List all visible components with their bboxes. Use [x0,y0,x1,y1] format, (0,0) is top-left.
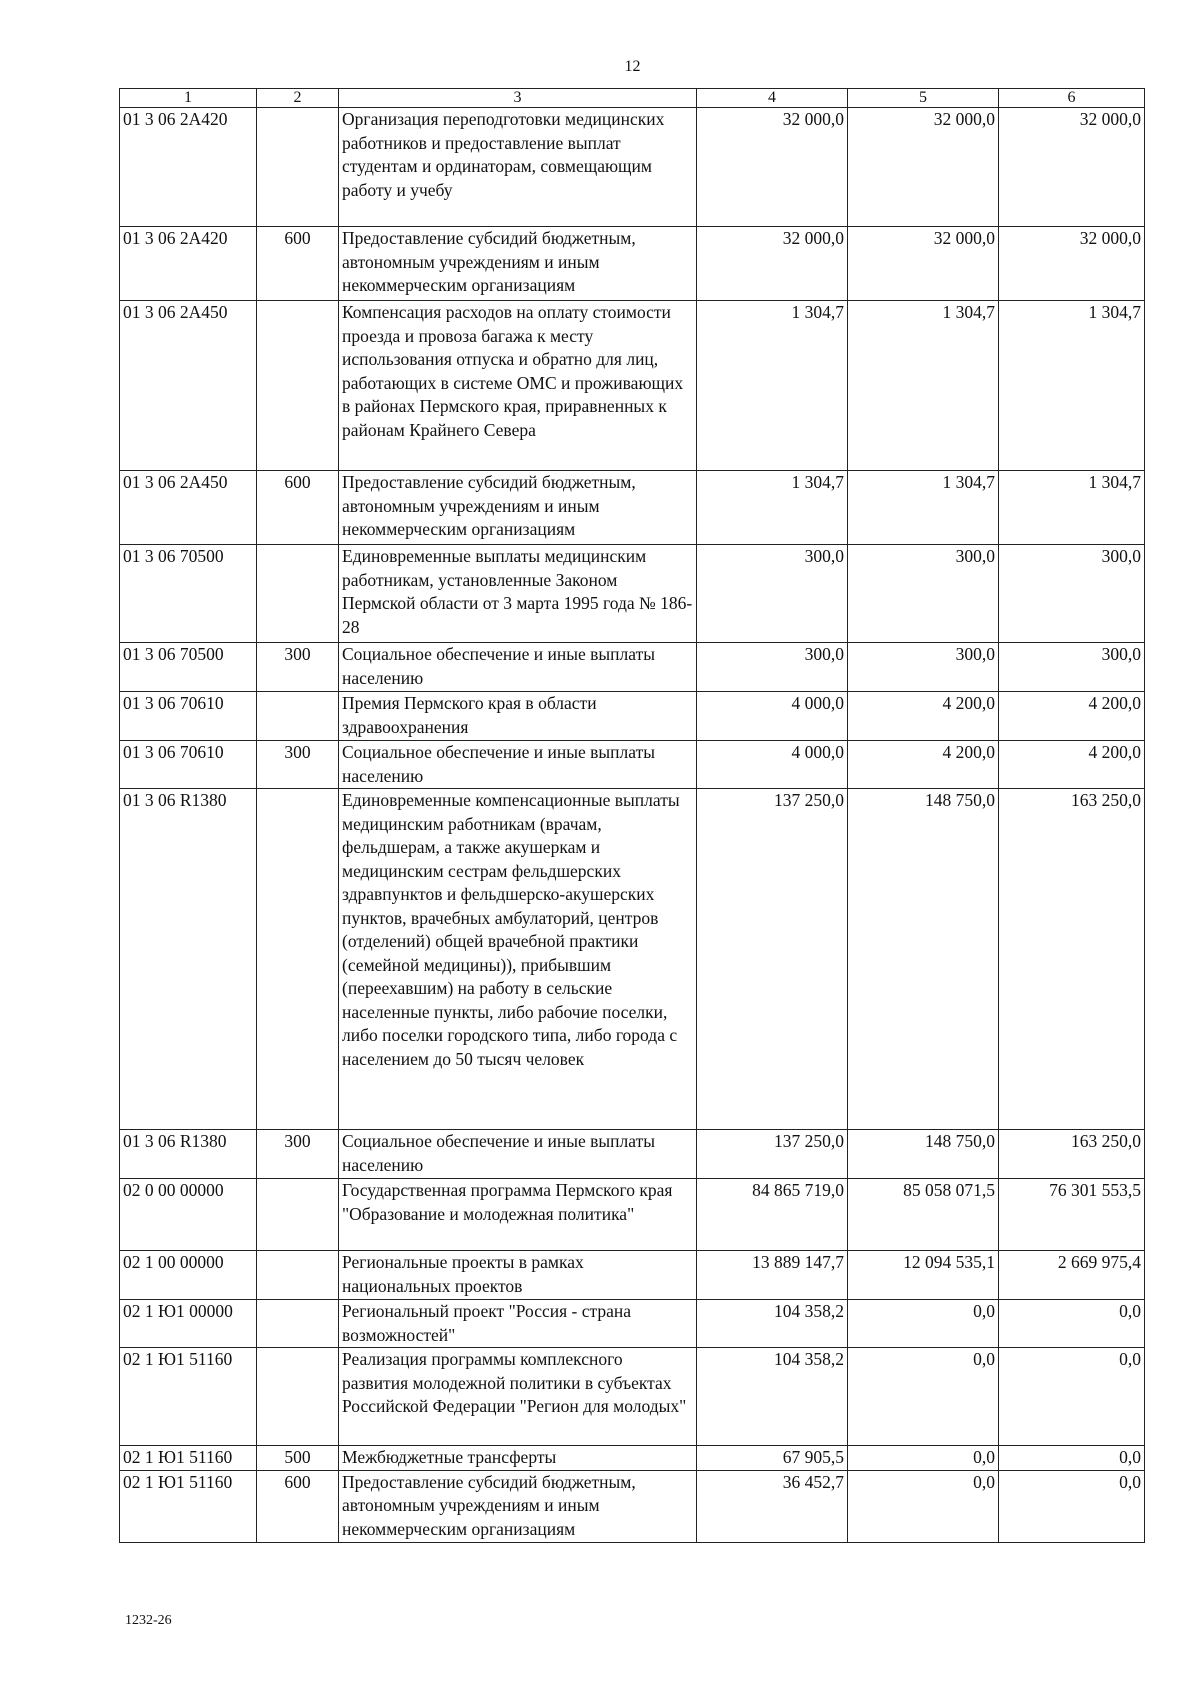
row-name: Единовременные выплаты медицинским работникам, установленные Законом Пермской области от 3 марта 1995 года № 186-28 [339,545,697,643]
row-code: 01 3 06 70500 [120,643,257,692]
row-value-year1: 137 250,0 [697,789,848,1130]
row-name: Социальное обеспечение и иные выплаты населению [339,643,697,692]
row-value-year3: 300,0 [999,643,1145,692]
row-value-year2: 4 200,0 [848,741,999,789]
header-col-3: 3 [339,89,697,108]
row-kind [257,1251,339,1300]
header-col-6: 6 [999,89,1145,108]
row-kind [257,1348,339,1446]
row-code: 01 3 06 2А420 [120,227,257,301]
row-name: Социальное обеспечение и иные выплаты населению [339,741,697,789]
row-code: 01 3 06 70610 [120,741,257,789]
row-value-year1: 4 000,0 [697,741,848,789]
row-kind: 300 [257,741,339,789]
row-code: 02 1 Ю1 00000 [120,1300,257,1348]
row-name: Региональные проекты в рамках национальных проектов [339,1251,697,1300]
row-value-year2: 12 094 535,1 [848,1251,999,1300]
row-value-year2: 300,0 [848,545,999,643]
row-value-year3: 32 000,0 [999,227,1145,301]
header-col-2: 2 [257,89,339,108]
page-number: 12 [624,58,641,75]
row-name: Компенсация расходов на оплату стоимости проезда и провоза багажа к месту использования отпуска и обратно для лиц, работающих в системе ОМС и проживающих в районах Пермского края, приравненных к районам Крайнего Севера [339,301,697,471]
budget-table [119,88,1145,1543]
table-row [120,545,1145,643]
row-name: Межбюджетные трансферты [339,1446,697,1471]
row-code: 01 3 06 R1380 [120,789,257,1130]
row-value-year2: 1 304,7 [848,301,999,471]
row-code: 01 3 06 70500 [120,545,257,643]
row-kind [257,1300,339,1348]
row-value-year2: 85 058 071,5 [848,1179,999,1251]
row-value-year3: 2 669 975,4 [999,1251,1145,1300]
table-row [120,301,1145,471]
row-value-year2: 32 000,0 [848,108,999,227]
row-value-year3: 32 000,0 [999,108,1145,227]
row-value-year1: 32 000,0 [697,227,848,301]
table-row [120,1300,1145,1348]
row-code: 02 1 Ю1 51160 [120,1470,257,1542]
row-value-year1: 1 304,7 [697,471,848,545]
row-kind [257,1179,339,1251]
row-code: 02 0 00 00000 [120,1179,257,1251]
row-name: Организация переподготовки медицинских работников и предоставление выплат студентам и ординаторам, совмещающим работу и учебу [339,108,697,227]
row-value-year3: 1 304,7 [999,471,1145,545]
row-name: Премия Пермского края в области здравоохранения [339,692,697,741]
table-row [120,227,1145,301]
table-row [120,643,1145,692]
row-value-year3: 4 200,0 [999,741,1145,789]
row-kind [257,301,339,471]
header-col-4: 4 [697,89,848,108]
row-value-year2: 148 750,0 [848,1130,999,1179]
row-value-year2: 32 000,0 [848,227,999,301]
row-name: Государственная программа Пермского края "Образование и молодежная политика" [339,1179,697,1251]
header-row [120,89,1145,108]
table-row [120,1251,1145,1300]
table-row [120,108,1145,227]
row-kind: 500 [257,1446,339,1471]
row-value-year1: 36 452,7 [697,1470,848,1542]
table-row [120,471,1145,545]
row-value-year1: 32 000,0 [697,108,848,227]
document-code: 1232-26 [125,1613,172,1628]
header-col-1: 1 [120,89,257,108]
header-col-5: 5 [848,89,999,108]
row-value-year3: 0,0 [999,1470,1145,1542]
row-value-year2: 1 304,7 [848,471,999,545]
row-value-year3: 76 301 553,5 [999,1179,1145,1251]
row-value-year3: 0,0 [999,1300,1145,1348]
row-value-year1: 300,0 [697,643,848,692]
row-value-year2: 148 750,0 [848,789,999,1130]
row-kind [257,692,339,741]
row-code: 01 3 06 R1380 [120,1130,257,1179]
row-code: 02 1 Ю1 51160 [120,1446,257,1471]
row-kind: 600 [257,1470,339,1542]
row-name: Единовременные компенсационные выплаты медицинским работникам (врачам, фельдшерам, а также акушеркам и медицинским сестрам фельдшерских здравпунктов и фельдшерско-акушерских пунктов, врачебных амбулаторий, центров (отделений) общей врачебной практики (семейной медицины)), прибывшим (переехавшим) на работу в сельские населенные пункты, либо рабочие поселки, либо поселки городского типа, либо города с населением до 50 тысяч человек [339,789,697,1130]
row-value-year2: 0,0 [848,1300,999,1348]
row-name: Предоставление субсидий бюджетным, автономным учреждениям и иным некоммерческим организациям [339,471,697,545]
table-row [120,692,1145,741]
row-kind [257,108,339,227]
row-value-year3: 300,0 [999,545,1145,643]
row-value-year2: 4 200,0 [848,692,999,741]
table-row [120,1470,1145,1542]
row-value-year1: 13 889 147,7 [697,1251,848,1300]
row-value-year1: 300,0 [697,545,848,643]
table-row [120,1179,1145,1251]
row-value-year2: 300,0 [848,643,999,692]
row-name: Социальное обеспечение и иные выплаты населению [339,1130,697,1179]
row-value-year3: 163 250,0 [999,789,1145,1130]
row-name: Предоставление субсидий бюджетным, автономным учреждениям и иным некоммерческим организациям [339,1470,697,1542]
row-value-year1: 67 905,5 [697,1446,848,1471]
row-value-year3: 0,0 [999,1446,1145,1471]
row-code: 02 1 00 00000 [120,1251,257,1300]
row-value-year2: 0,0 [848,1446,999,1471]
table-row [120,789,1145,1130]
row-code: 01 3 06 2А450 [120,301,257,471]
row-value-year3: 163 250,0 [999,1130,1145,1179]
row-value-year2: 0,0 [848,1348,999,1446]
row-code: 02 1 Ю1 51160 [120,1348,257,1446]
table-row [120,741,1145,789]
row-name: Региональный проект "Россия - страна возможностей" [339,1300,697,1348]
table-row [120,1348,1145,1446]
row-code: 01 3 06 70610 [120,692,257,741]
row-name: Реализация программы комплексного развития молодежной политики в субъектах Российской Федерации "Регион для молодых" [339,1348,697,1446]
row-value-year1: 1 304,7 [697,301,848,471]
row-value-year3: 1 304,7 [999,301,1145,471]
row-kind: 600 [257,227,339,301]
row-value-year1: 84 865 719,0 [697,1179,848,1251]
row-value-year1: 104 358,2 [697,1348,848,1446]
row-value-year1: 4 000,0 [697,692,848,741]
row-kind [257,545,339,643]
row-value-year1: 137 250,0 [697,1130,848,1179]
row-value-year1: 104 358,2 [697,1300,848,1348]
row-kind [257,789,339,1130]
table-row [120,1130,1145,1179]
row-code: 01 3 06 2А450 [120,471,257,545]
row-code: 01 3 06 2А420 [120,108,257,227]
row-value-year3: 0,0 [999,1348,1145,1446]
table-row [120,1446,1145,1471]
row-kind: 300 [257,1130,339,1179]
row-kind: 300 [257,643,339,692]
row-kind: 600 [257,471,339,545]
row-value-year3: 4 200,0 [999,692,1145,741]
row-value-year2: 0,0 [848,1470,999,1542]
row-name: Предоставление субсидий бюджетным, автономным учреждениям и иным некоммерческим организациям [339,227,697,301]
